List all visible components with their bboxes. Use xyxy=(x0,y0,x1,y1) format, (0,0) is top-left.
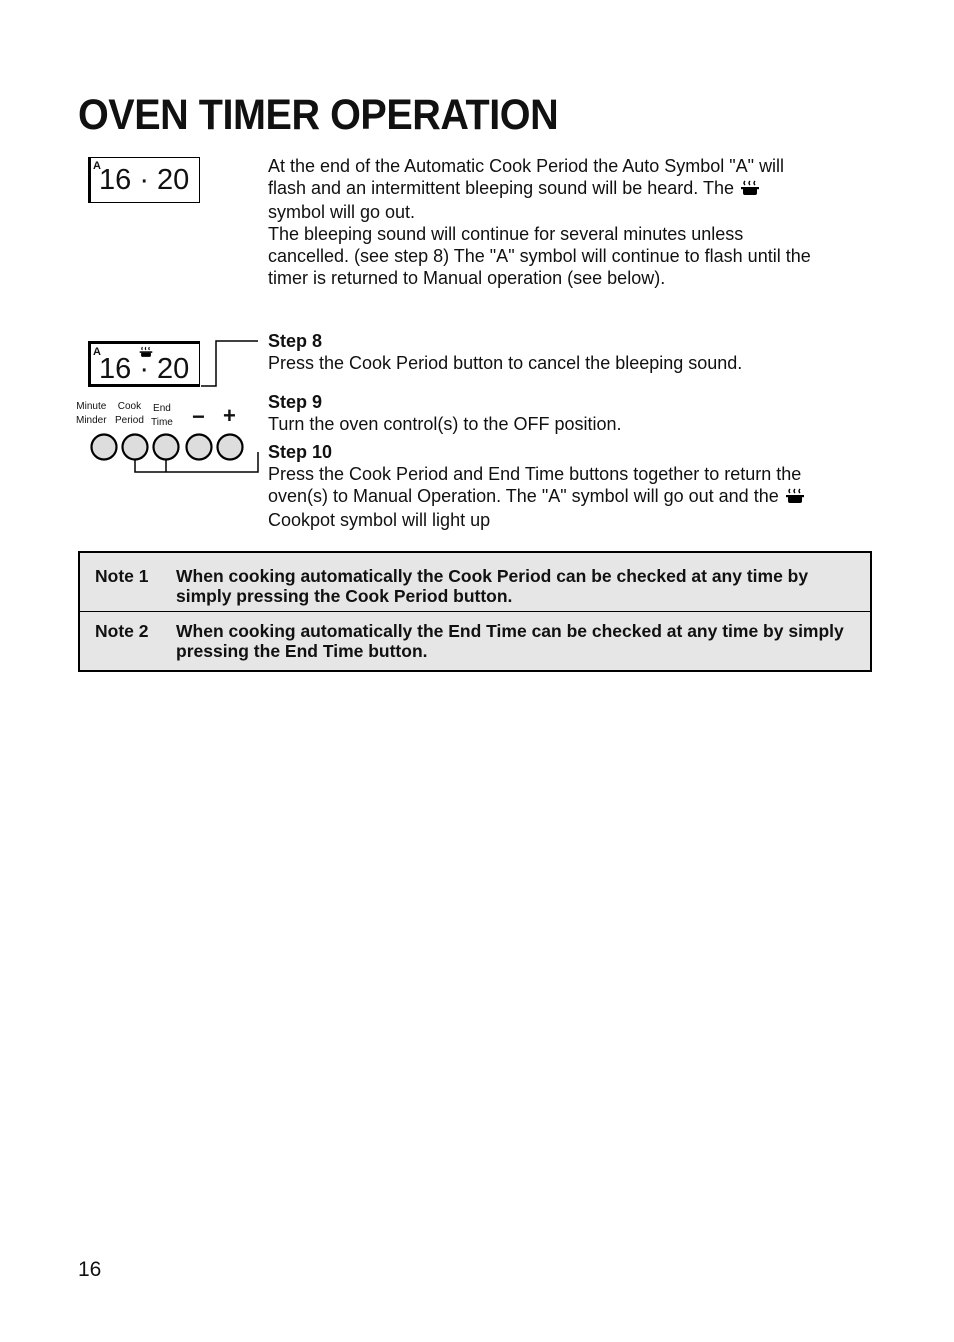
intro-line: The bleeping sound will continue for several minutes unless xyxy=(268,224,744,244)
minus-label: − xyxy=(192,404,205,429)
note-text: When cooking automatically the Cook Period can be checked at any time by simply pressing the Cook Period button. xyxy=(176,566,809,606)
plus-button[interactable] xyxy=(218,435,243,460)
note-text: When cooking automatically the End Time can be checked at any time by simply pressing the End Time button. xyxy=(176,621,844,661)
page-title: OVEN TIMER OPERATION xyxy=(78,91,559,139)
note-label: Note 1 xyxy=(95,566,149,586)
plus-label: + xyxy=(223,403,236,428)
timer-buttons xyxy=(92,435,243,460)
step-heading: Step 10 xyxy=(268,442,333,462)
display-time: 16 · 20 xyxy=(99,164,190,196)
cook-period-label: Cook Period xyxy=(115,401,144,426)
step-8 xyxy=(268,330,878,374)
step8-leader-line xyxy=(201,341,258,386)
end-time-button[interactable] xyxy=(154,435,179,460)
intro-line: symbol will go out. xyxy=(268,202,416,222)
note-divider xyxy=(80,611,870,612)
intro-line: timer is returned to Manual operation (see below). xyxy=(268,268,666,288)
auto-symbol: A xyxy=(93,160,101,172)
step-text: oven(s) to Manual Operation. The "A" symbol will go out and the xyxy=(268,485,878,509)
step-heading: Step 8 xyxy=(268,331,323,351)
step-text: Press the Cook Period button to cancel the bleeping sound. xyxy=(268,353,743,373)
step-10 xyxy=(268,441,878,531)
cook-period-button[interactable] xyxy=(123,435,148,460)
step-text: Cookpot symbol will light up xyxy=(268,510,491,530)
intro-line: flash and an intermittent bleeping sound will be heard. The xyxy=(268,177,878,201)
intro-line: cancelled. (see step 8) The "A" symbol will continue to flash until the xyxy=(268,246,811,266)
step-text: Turn the oven control(s) to the OFF position. xyxy=(268,414,622,434)
intro-line: At the end of the Automatic Cook Period the Auto Symbol "A" will xyxy=(268,156,785,176)
step-text: Press the Cook Period and End Time buttons together to return the xyxy=(268,464,802,484)
display-time: 16 · 20 xyxy=(99,353,190,385)
notes-box xyxy=(78,551,872,672)
minute-minder-button[interactable] xyxy=(92,435,117,460)
end-time-label: End Time xyxy=(151,403,173,428)
note-label: Note 2 xyxy=(95,621,149,641)
minute-minder-label: Minute Minder xyxy=(76,401,107,426)
step-9 xyxy=(268,391,878,435)
minus-button[interactable] xyxy=(187,435,212,460)
cookpot-icon xyxy=(785,487,805,509)
page-number: 16 xyxy=(78,1258,102,1281)
step-heading: Step 9 xyxy=(268,392,323,412)
auto-symbol: A xyxy=(93,346,101,358)
